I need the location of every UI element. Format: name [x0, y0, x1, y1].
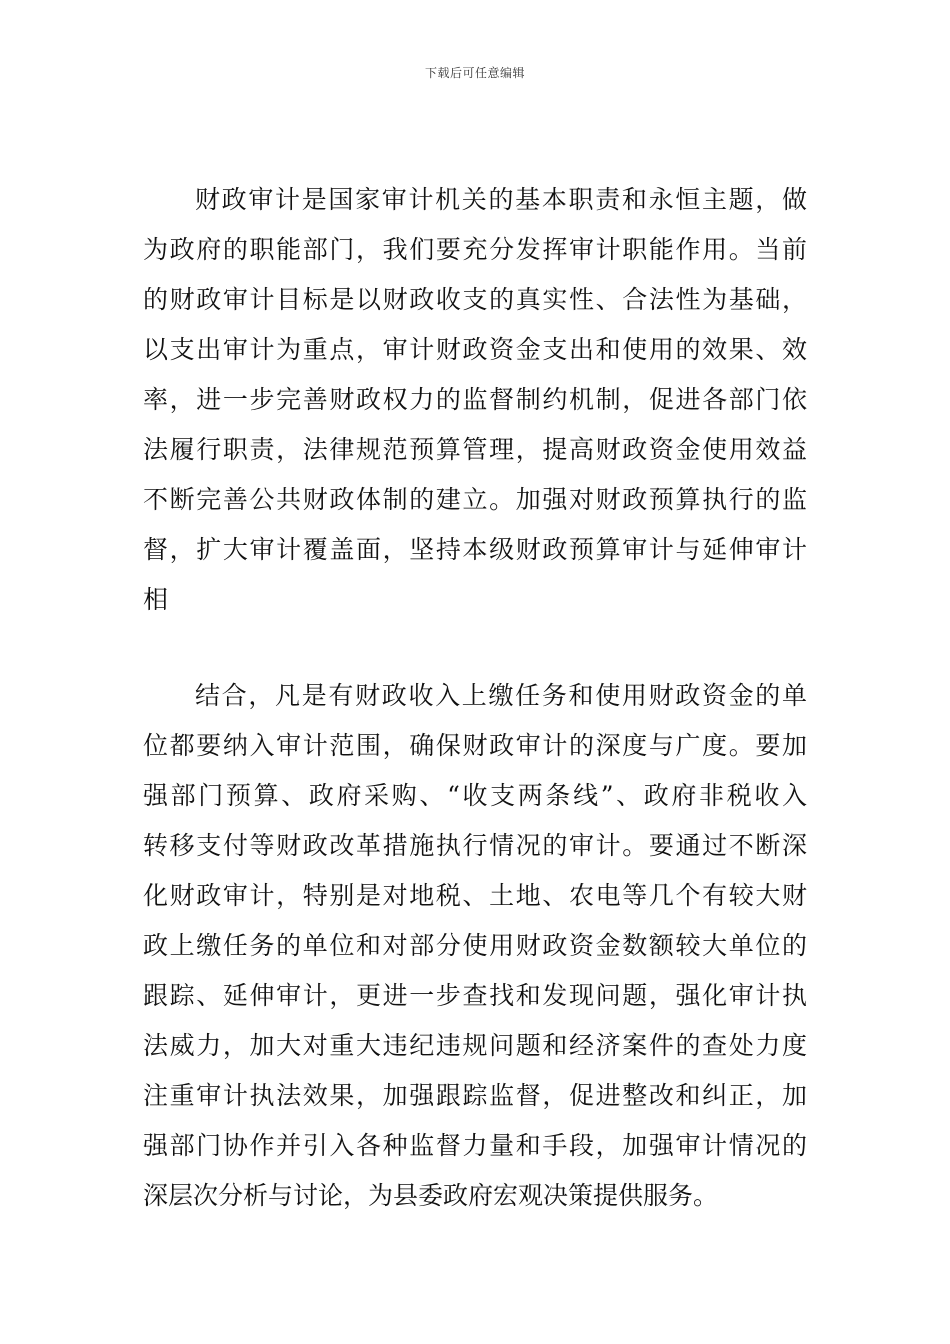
paragraph-2	[143, 671, 807, 1221]
paragraph-line: 深层次分析与讨论，为县委政府宏观决策提供服务。	[143, 1181, 719, 1210]
paragraph-line: 法威力，加大对重大违纪违规问题和经济案件的查处力度	[143, 1031, 807, 1060]
paragraph-line: 化财政审计，特别是对地税、土地、农电等几个有较大财	[143, 881, 807, 910]
paragraph-line: 财政审计是国家审计机关的基本职责和永恒主题，做	[195, 185, 807, 214]
paragraph-line: 相	[143, 585, 169, 614]
paragraph-line: 强部门协作并引入各种监督力量和手段，加强审计情况的	[143, 1131, 807, 1160]
paragraph-line: 强部门预算、政府采购、“收支两条线”、政府非税收入	[143, 781, 807, 810]
header-note: 下载后可任意编辑	[424, 66, 525, 80]
paragraph-line: 政上缴任务的单位和对部分使用财政资金数额较大单位的	[143, 931, 807, 960]
paragraph-line: 注重审计执法效果，加强跟踪监督，促进整改和纠正，加	[143, 1081, 807, 1110]
paragraph-line: 的财政审计目标是以财政收支的真实性、合法性为基础，	[143, 285, 807, 314]
paragraph-line: 跟踪、延伸审计，更进一步查找和发现问题，强化审计执	[143, 981, 807, 1010]
paragraph-line: 结合，凡是有财政收入上缴任务和使用财政资金的单	[195, 681, 807, 710]
paragraph-line: 为政府的职能部门，我们要充分发挥审计职能作用。当前	[143, 235, 807, 264]
paragraph-line: 不断完善公共财政体制的建立。加强对财政预算执行的监	[143, 485, 807, 514]
paragraph-line: 督，扩大审计覆盖面，坚持本级财政预算审计与延伸审计	[143, 535, 807, 564]
paragraph-line: 以支出审计为重点，审计财政资金支出和使用的效果、效	[143, 335, 807, 364]
paragraph-line: 位都要纳入审计范围，确保财政审计的深度与广度。要加	[143, 731, 807, 760]
paragraph-line: 转移支付等财政改革措施执行情况的审计。要通过不断深	[143, 831, 807, 860]
paragraph-line: 法履行职责，法律规范预算管理，提高财政资金使用效益	[143, 435, 807, 464]
paragraph-1	[143, 175, 807, 625]
paragraph-line: 率，进一步完善财政权力的监督制约机制，促进各部门依	[143, 385, 807, 414]
